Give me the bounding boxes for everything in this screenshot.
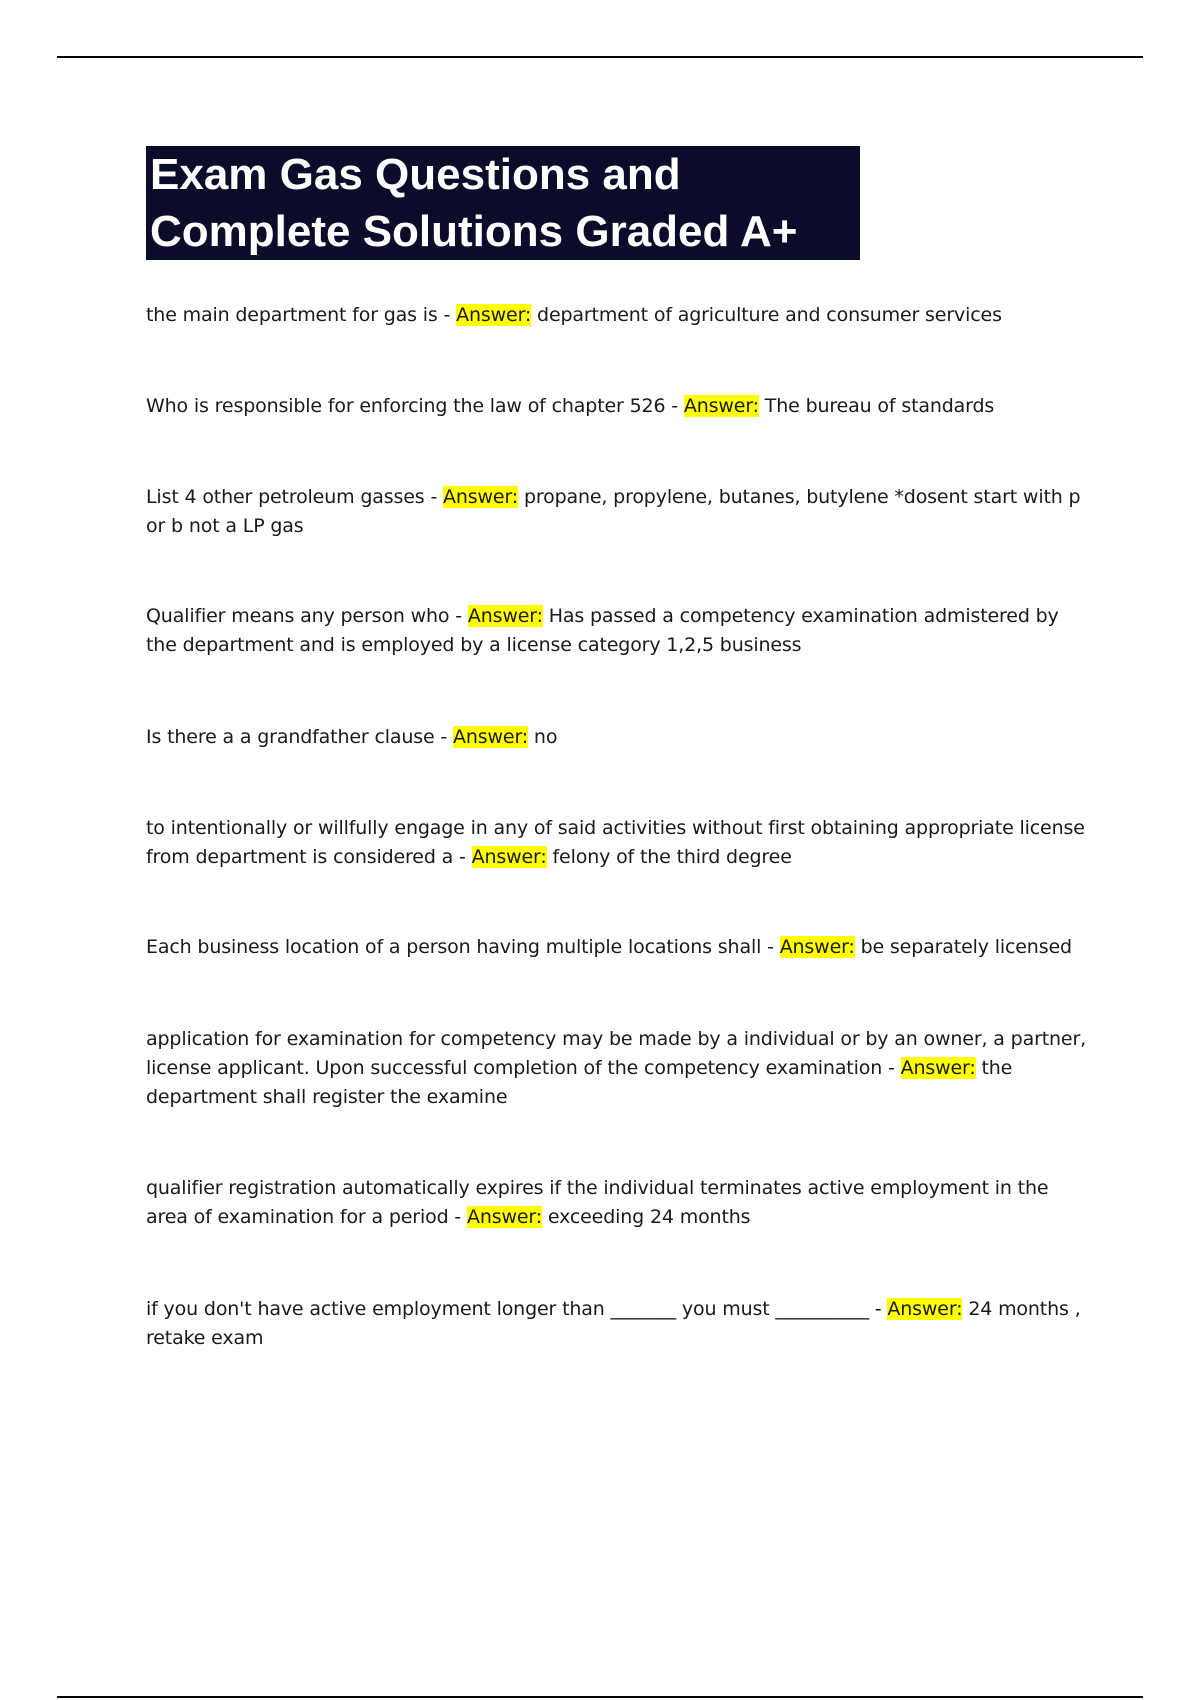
top-rule [57,56,1143,58]
qa-item-5 [146,723,1090,752]
question-text: Each business location of a person having multiple locations shall - [146,936,780,958]
qa-item-2 [146,392,1090,421]
answer-label: Answer: [471,846,547,868]
question-text: the main department for gas is - [146,304,457,326]
question-text: qualifier registration automatically expires if the individual terminates active employment in the area of examination for a period - [146,1177,1049,1228]
question-text: application for examination for competency may be made by a individual or by an owner, a partner, license applicant. Upon successful completion of the competency examination - [146,1028,1087,1079]
answer-text: Has passed a competency examination admistered by the department and is employed by a license category 1,2,5 business [146,605,1059,656]
title-line-2: Complete Solutions Graded A+ [150,207,798,256]
answer-label: Answer: [887,1298,963,1320]
answer-text: exceeding 24 months [547,1206,751,1228]
title-line-1: Exam Gas Questions and [150,150,681,199]
qa-item-6 [146,814,1090,872]
document-title [146,146,860,260]
question-text: Is there a a grandfather clause - [146,726,454,748]
qa-item-10 [146,1295,1090,1353]
answer-label: Answer: [466,1206,542,1228]
answer-text: felony of the third degree [552,846,792,868]
question-text: to intentionally or willfully engage in any of said activities without first obtaining appropriate license from department is considered a - [146,817,1085,868]
qa-item-8 [146,1025,1090,1112]
qa-item-9 [146,1174,1090,1232]
answer-text: the department shall register the examine [146,1057,1013,1108]
answer-label: Answer: [453,726,529,748]
answer-text: 24 months , retake exam [146,1298,1081,1349]
answer-text: The bureau of standards [764,395,995,417]
answer-text: propane, propylene, butanes, butylene *dosent start with p or b not a LP gas [146,486,1081,537]
answer-text: be separately licensed [860,936,1072,958]
qa-item-7 [146,933,1090,962]
qa-item-3 [146,483,1090,541]
qa-item-1 [146,301,1090,330]
answer-label: Answer: [900,1057,976,1079]
answer-label: Answer: [779,936,855,958]
question-text: if you don't have active employment longer than _______ you must __________ - [146,1298,888,1320]
qa-item-4 [146,602,1090,660]
answer-text: department of agriculture and consumer services [537,304,1002,326]
answer-text: no [533,726,558,748]
question-text: Who is responsible for enforcing the law of chapter 526 - [146,395,684,417]
answer-label: Answer: [467,605,543,627]
bottom-rule [57,1696,1143,1698]
answer-label: Answer: [456,304,532,326]
question-text: Qualifier means any person who - [146,605,468,627]
answer-label: Answer: [683,395,759,417]
answer-label: Answer: [443,486,519,508]
question-text: List 4 other petroleum gasses - [146,486,444,508]
